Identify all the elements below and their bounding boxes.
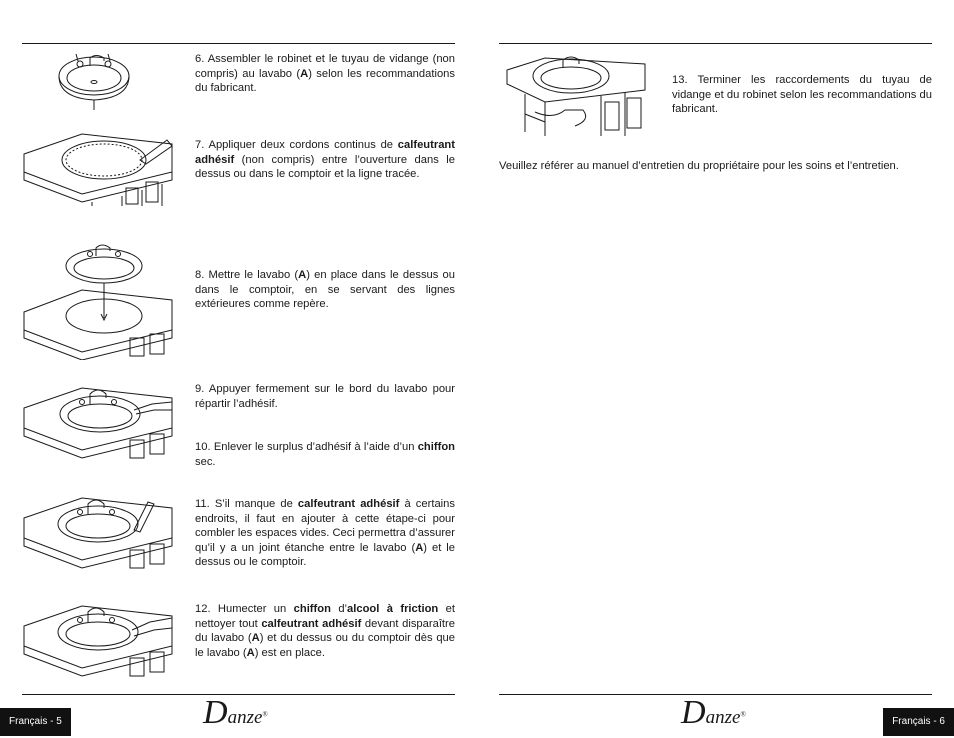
bold-term: A [415,541,424,554]
text-segment: à certains endroits, il faut en ajouter à cette étape-ci pour combler les espaces vides. Ceci permettra d’assurer qu’il y a un joint étanche entre le lavabo ( [195,498,455,554]
text-segment: 8. Mettre le lavabo ( [195,269,299,281]
danze-logo-left [203,694,268,732]
vanity-caulk-tube-illustration [22,132,174,206]
bold-term: calfeutrant adhésif [195,139,455,166]
text-segment: 10. Enlever le surplus d’adhésif à l’aide d’un [195,441,418,453]
caulk-gun-sink-illustration [22,492,174,572]
text-segment: 12. Humecter un [195,603,294,615]
hand-wiping-sink-illustration [22,598,174,682]
text-segment: d’ [330,603,348,615]
logo-registered-mark: ® [262,710,268,719]
text-segment: 9. Appuyer fermement sur le bord du lavabo pour répartir l’adhésif. [195,383,455,410]
text-segment: ) en place dans le dessus ou dans le comptoir, en se servant des lignes extérieures comme repère. [195,269,455,311]
step-6-text [195,52,455,96]
bold-term: A [251,632,260,645]
text-segment: (non compris) entre l’ouverture dans le dessus ou dans le comptoir et la ligne tracée. [195,153,455,181]
bold-term: A [300,67,309,80]
text-segment: ) est en place. [254,646,325,659]
sink-lowered-into-vanity-illustration [22,238,174,360]
bold-term: A [246,646,255,659]
step-8-text [195,268,455,312]
bold-term: alcool à friction [347,603,439,615]
bold-term: chiffon [293,603,331,615]
step-12-text [195,602,455,660]
step-10-text [195,440,455,469]
text-segment: 13. Terminer les raccordements du tuyau de vidange et du robinet selon les recommandations du fabricant. [672,74,932,116]
top-rule-right [499,43,932,44]
page-number-left: Français - 5 [0,708,71,736]
text-segment: ) et le dessus ou le comptoir. [195,541,455,569]
sink-with-faucet-illustration [54,50,134,112]
maintenance-note: Veuillez référer au manuel d’entretien du propriétaire pour les soins et l’entretien. [499,160,899,172]
logo-rest: anze [705,707,741,728]
text-segment: et nettoyer tout [195,603,455,630]
text-segment: 6. Assembler le robinet et le tuyau de vidange (non compris) au lavabo ( [195,53,455,80]
step-7-text [195,138,455,182]
text-segment: devant disparaître du lavabo ( [195,617,455,645]
text-segment: ) selon les recommandations du fabricant. [195,67,455,95]
bold-term: calfeutrant adhésif [297,498,400,510]
hand-pressing-sink-illustration [22,380,174,462]
danze-logo-right [681,694,746,732]
logo-initial: D [681,694,706,731]
logo-registered-mark: ® [740,710,746,719]
logo-initial: D [203,694,228,731]
sink-drain-connections-illustration [505,54,653,136]
text-segment: 7. Appliquer deux cordons continus de [195,139,398,151]
text-segment: sec. [195,455,216,468]
bold-term: A [298,269,307,281]
top-rule-left [22,43,455,44]
step-13-text [672,73,932,117]
bold-term: calfeutrant adhésif [261,617,362,630]
logo-rest: anze [227,707,263,728]
page-number-right: Français - 6 [883,708,954,736]
step-11-text [195,497,455,570]
bold-term: chiffon [417,441,455,453]
text-segment: ) et du dessus ou du comptoir dès que le lavabo ( [195,632,455,659]
text-segment: 11. S’il manque de [195,498,298,510]
step-9-text [195,382,455,411]
